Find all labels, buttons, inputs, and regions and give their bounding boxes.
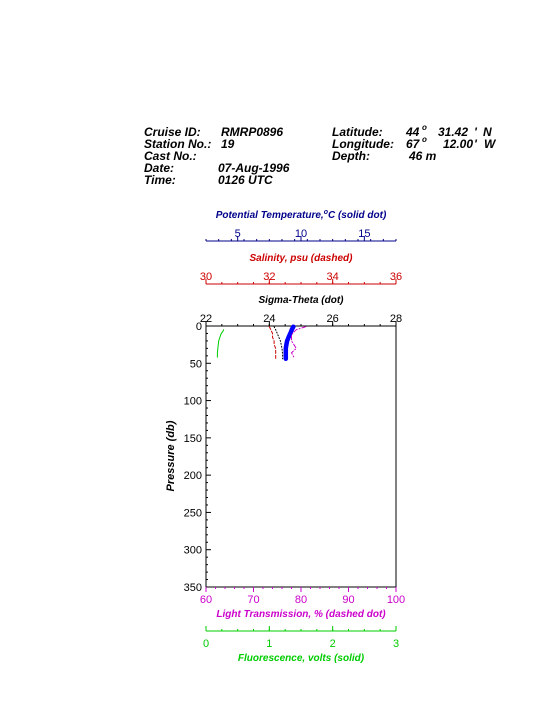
pressure-tick-label: 250	[183, 507, 202, 520]
latitude-hemisphere: N	[483, 125, 492, 139]
pressure-tick-label: 150	[183, 432, 202, 445]
pressure-tick-label: 200	[183, 470, 202, 483]
longitude-degree-symbol: o	[422, 135, 427, 144]
sigma-theta-axis-title: Sigma-Theta (dot)	[258, 295, 344, 306]
fluor-tick-label: 3	[392, 638, 400, 650]
longitude-minutes: 12.00	[443, 137, 474, 151]
sigma-tick-label: 24	[263, 313, 276, 325]
sal-profile-line	[269, 327, 275, 359]
latitude-minutes: 31.42	[438, 125, 469, 139]
cast-header	[144, 123, 497, 187]
salinity-ticks	[200, 271, 402, 284]
fluorescence-axis	[203, 626, 399, 664]
temp-tick-label: 15	[358, 228, 371, 240]
date-value: 07-Aug-1996	[218, 161, 290, 175]
light-transmission-axis-title: Light Transmission, % (dashed dot)	[216, 609, 386, 620]
light-transmission-axis	[200, 587, 405, 620]
station-label: Station No.:	[144, 137, 212, 151]
pressure-axis-title: Pressure (db)	[165, 420, 177, 492]
station-value: 19	[221, 137, 235, 151]
light-tick-label: 60	[199, 594, 213, 606]
longitude-hemisphere: W	[484, 137, 496, 151]
latitude-label: Latitude:	[332, 125, 383, 139]
pressure-ticks	[184, 321, 211, 594]
temp-tick-label: 5	[234, 228, 241, 240]
sal-tick-label: 36	[389, 271, 403, 283]
sigma-tick-label: 26	[326, 313, 339, 325]
sigma-theta-ticks	[200, 313, 402, 326]
latitude-degree-symbol: o	[422, 123, 427, 132]
sigma-tick-label: 28	[389, 313, 403, 325]
cruise-id-label: Cruise ID:	[144, 125, 201, 139]
cruise-id-value: RMRP0896	[221, 125, 284, 139]
salinity-axis-title: Salinity, psu (dashed)	[249, 253, 353, 264]
pressure-tick-label: 50	[189, 358, 202, 371]
pressure-tick-label: 0	[195, 321, 202, 333]
sigma-theta-axis	[200, 295, 402, 326]
temperature-ticks	[206, 228, 396, 241]
sal-tick-label: 32	[263, 271, 276, 283]
profile-series	[217, 327, 305, 359]
date-label: Date:	[144, 161, 175, 175]
cast-label: Cast No.:	[144, 149, 197, 163]
pressure-tick-label: 350	[183, 582, 202, 594]
light-tick-label: 100	[386, 594, 406, 606]
time-label: Time:	[144, 173, 176, 187]
pressure-axis	[165, 321, 211, 594]
longitude-minute-symbol: '	[474, 137, 477, 151]
pressure-tick-label: 100	[183, 395, 202, 408]
salinity-axis	[200, 253, 402, 284]
light-transmission-ticks	[200, 587, 405, 606]
temp-tick-label: 10	[294, 228, 308, 240]
sigma-profile-line	[274, 327, 283, 359]
fluor-tick-label: 0	[202, 638, 210, 650]
fluorescence-ticks	[203, 626, 399, 650]
sal-tick-label: 34	[326, 271, 339, 283]
depth-value: 46 m	[409, 149, 437, 163]
light-tick-label: 80	[294, 594, 308, 606]
time-value: 0126 UTC	[218, 173, 273, 187]
fluor-tick-label: 1	[266, 638, 273, 650]
light-tick-label: 70	[247, 594, 260, 606]
latitude-degrees: 44	[406, 125, 420, 139]
temperature-axis-title: Potential Temperature,$^o$C (solid dot)	[215, 209, 387, 221]
longitude-label: Longitude:	[332, 137, 394, 151]
pressure-tick-label: 300	[183, 544, 202, 557]
fluorescence-axis-title: Fluorescence, volts (solid)	[237, 653, 365, 664]
depth-label: Depth:	[332, 149, 370, 163]
latitude-minute-symbol: '	[474, 125, 477, 139]
sigma-tick-label: 22	[199, 313, 213, 325]
longitude-degrees: 67	[406, 137, 420, 151]
fluor-tick-label: 2	[329, 638, 336, 650]
plot-frame	[206, 326, 396, 587]
temperature-axis	[206, 209, 396, 241]
light-tick-label: 90	[342, 594, 355, 606]
light-profile-line	[292, 327, 306, 358]
fluor-profile-line	[217, 330, 223, 358]
sal-tick-label: 30	[199, 271, 213, 283]
